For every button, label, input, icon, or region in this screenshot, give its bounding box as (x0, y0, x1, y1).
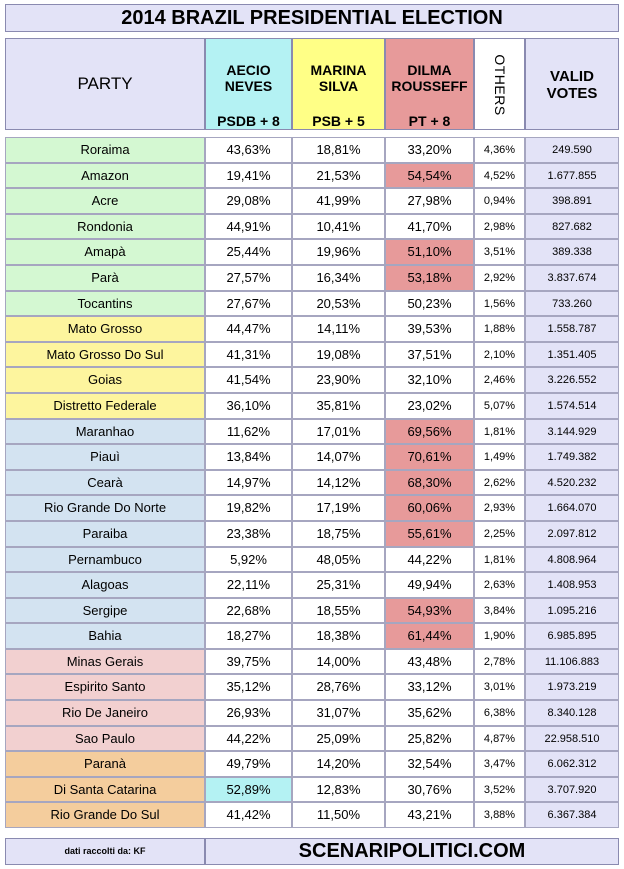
marina-cell: 20,53% (292, 291, 385, 317)
dilma-cell: 68,30% (385, 470, 474, 496)
aecio-cell: 18,27% (205, 623, 292, 649)
dilma-cell: 44,22% (385, 547, 474, 573)
aecio-cell: 44,47% (205, 316, 292, 342)
others-cell: 3,01% (474, 674, 525, 700)
marina-cell: 16,34% (292, 265, 385, 291)
aecio-cell: 19,41% (205, 163, 292, 189)
aecio-cell: 44,22% (205, 726, 292, 752)
dilma-cell: 39,53% (385, 316, 474, 342)
marina-cell: 14,11% (292, 316, 385, 342)
marina-cell: 18,75% (292, 521, 385, 547)
state-cell: Di Santa Catarina (5, 777, 205, 803)
others-cell: 3,84% (474, 598, 525, 624)
marina-cell: 14,12% (292, 470, 385, 496)
footer-credit: dati raccolti da: KF (5, 838, 205, 865)
state-cell: Alagoas (5, 572, 205, 598)
table-row (5, 214, 619, 240)
valid-votes-cell: 1.558.787 (525, 316, 619, 342)
page-title: 2014 BRAZIL PRESIDENTIAL ELECTION (5, 4, 619, 32)
table-row (5, 623, 619, 649)
header-marina (292, 38, 385, 130)
aecio-cell: 35,12% (205, 674, 292, 700)
others-cell: 2,78% (474, 649, 525, 675)
dilma-cell: 33,20% (385, 137, 474, 163)
valid-votes-cell: 3.226.552 (525, 367, 619, 393)
dilma-cell: 50,23% (385, 291, 474, 317)
valid-votes-cell: 1.574.514 (525, 393, 619, 419)
valid-votes-cell: 1.749.382 (525, 444, 619, 470)
table-row (5, 342, 619, 368)
header-aecio-name1: AECIO (226, 62, 271, 78)
dilma-cell: 53,18% (385, 265, 474, 291)
valid-votes-cell: 733.260 (525, 291, 619, 317)
marina-cell: 35,81% (292, 393, 385, 419)
aecio-cell: 27,67% (205, 291, 292, 317)
aecio-cell: 23,38% (205, 521, 292, 547)
table-row (5, 726, 619, 752)
marina-cell: 25,09% (292, 726, 385, 752)
valid-votes-cell: 1.351.405 (525, 342, 619, 368)
table-row (5, 444, 619, 470)
valid-votes-cell: 6.985.895 (525, 623, 619, 649)
valid-votes-cell: 4.520.232 (525, 470, 619, 496)
valid-votes-cell: 1.677.855 (525, 163, 619, 189)
valid-votes-cell: 3.144.929 (525, 419, 619, 445)
table-row (5, 649, 619, 675)
marina-cell: 31,07% (292, 700, 385, 726)
state-cell: Tocantins (5, 291, 205, 317)
valid-votes-cell: 1.973.219 (525, 674, 619, 700)
state-cell: Paraiba (5, 521, 205, 547)
state-cell: Rio De Janeiro (5, 700, 205, 726)
others-cell: 2,25% (474, 521, 525, 547)
state-cell: Parà (5, 265, 205, 291)
state-cell: Paranà (5, 751, 205, 777)
state-cell: Sergipe (5, 598, 205, 624)
state-cell: Mato Grosso (5, 316, 205, 342)
others-cell: 2,63% (474, 572, 525, 598)
state-cell: Distretto Federale (5, 393, 205, 419)
dilma-cell: 30,76% (385, 777, 474, 803)
state-cell: Espirito Santo (5, 674, 205, 700)
state-cell: Maranhao (5, 419, 205, 445)
header-valid-votes (525, 38, 619, 130)
dilma-cell: 69,56% (385, 419, 474, 445)
others-cell: 5,07% (474, 393, 525, 419)
header-party: PARTY (5, 38, 205, 130)
others-cell: 3,52% (474, 777, 525, 803)
table-row (5, 188, 619, 214)
dilma-cell: 35,62% (385, 700, 474, 726)
aecio-cell: 36,10% (205, 393, 292, 419)
dilma-cell: 41,70% (385, 214, 474, 240)
valid-votes-cell: 389.338 (525, 239, 619, 265)
table-row (5, 470, 619, 496)
header-marina-party: PSB + 5 (312, 113, 365, 129)
table-row (5, 521, 619, 547)
state-cell: Roraima (5, 137, 205, 163)
aecio-cell: 5,92% (205, 547, 292, 573)
others-cell: 1,49% (474, 444, 525, 470)
table-row (5, 163, 619, 189)
table-row (5, 674, 619, 700)
others-cell: 0,94% (474, 188, 525, 214)
dilma-cell: 49,94% (385, 572, 474, 598)
header-valid-line2: VOTES (546, 85, 598, 102)
table-row (5, 137, 619, 163)
header-marina-name2: SILVA (318, 78, 359, 94)
valid-votes-cell: 1.408.953 (525, 572, 619, 598)
marina-cell: 21,53% (292, 163, 385, 189)
marina-cell: 14,00% (292, 649, 385, 675)
aecio-cell: 52,89% (205, 777, 292, 803)
marina-cell: 10,41% (292, 214, 385, 240)
others-cell: 3,47% (474, 751, 525, 777)
table-row (5, 572, 619, 598)
valid-votes-cell: 249.590 (525, 137, 619, 163)
dilma-cell: 33,12% (385, 674, 474, 700)
others-cell: 3,88% (474, 802, 525, 828)
others-cell: 2,10% (474, 342, 525, 368)
state-cell: Mato Grosso Do Sul (5, 342, 205, 368)
aecio-cell: 27,57% (205, 265, 292, 291)
dilma-cell: 23,02% (385, 393, 474, 419)
marina-cell: 18,81% (292, 137, 385, 163)
aecio-cell: 29,08% (205, 188, 292, 214)
others-cell: 4,87% (474, 726, 525, 752)
header-marina-name1: MARINA (310, 62, 367, 78)
aecio-cell: 43,63% (205, 137, 292, 163)
state-cell: Minas Gerais (5, 649, 205, 675)
table-row (5, 419, 619, 445)
marina-cell: 12,83% (292, 777, 385, 803)
others-cell: 1,90% (474, 623, 525, 649)
marina-cell: 11,50% (292, 802, 385, 828)
others-cell: 4,36% (474, 137, 525, 163)
state-cell: Cearà (5, 470, 205, 496)
others-cell: 4,52% (474, 163, 525, 189)
aecio-cell: 22,68% (205, 598, 292, 624)
marina-cell: 48,05% (292, 547, 385, 573)
dilma-cell: 27,98% (385, 188, 474, 214)
marina-cell: 18,38% (292, 623, 385, 649)
table-row (5, 367, 619, 393)
aecio-cell: 14,97% (205, 470, 292, 496)
state-cell: Bahia (5, 623, 205, 649)
valid-votes-cell: 8.340.128 (525, 700, 619, 726)
aecio-cell: 41,31% (205, 342, 292, 368)
others-cell: 1,81% (474, 419, 525, 445)
header-aecio (205, 38, 292, 130)
dilma-cell: 25,82% (385, 726, 474, 752)
state-cell: Sao Paulo (5, 726, 205, 752)
dilma-cell: 43,48% (385, 649, 474, 675)
valid-votes-cell: 3.707.920 (525, 777, 619, 803)
dilma-cell: 54,54% (385, 163, 474, 189)
state-cell: Rio Grande Do Sul (5, 802, 205, 828)
others-cell: 2,98% (474, 214, 525, 240)
header-valid-line1: VALID (550, 68, 594, 85)
dilma-cell: 54,93% (385, 598, 474, 624)
marina-cell: 14,07% (292, 444, 385, 470)
header-dilma-name1: DILMA (407, 62, 452, 78)
state-cell: Rio Grande Do Norte (5, 495, 205, 521)
dilma-cell: 61,44% (385, 623, 474, 649)
others-cell: 2,62% (474, 470, 525, 496)
marina-cell: 25,31% (292, 572, 385, 598)
state-cell: Amapà (5, 239, 205, 265)
aecio-cell: 11,62% (205, 419, 292, 445)
table-row (5, 777, 619, 803)
valid-votes-cell: 2.097.812 (525, 521, 619, 547)
others-cell: 2,46% (474, 367, 525, 393)
others-cell: 1,81% (474, 547, 525, 573)
footer-site: SCENARIPOLITICI.COM (205, 838, 619, 865)
aecio-cell: 41,54% (205, 367, 292, 393)
valid-votes-cell: 6.062.312 (525, 751, 619, 777)
header-others (474, 38, 525, 130)
marina-cell: 41,99% (292, 188, 385, 214)
state-cell: Acre (5, 188, 205, 214)
valid-votes-cell: 4.808.964 (525, 547, 619, 573)
header-dilma (385, 38, 474, 130)
header-dilma-party: PT + 8 (408, 113, 451, 129)
aecio-cell: 19,82% (205, 495, 292, 521)
valid-votes-cell: 3.837.674 (525, 265, 619, 291)
others-cell: 1,56% (474, 291, 525, 317)
state-cell: Piauì (5, 444, 205, 470)
header-dilma-name2: ROUSSEFF (391, 78, 468, 94)
header-aecio-name2: NEVES (224, 78, 273, 94)
others-cell: 2,93% (474, 495, 525, 521)
table-row (5, 291, 619, 317)
marina-cell: 28,76% (292, 674, 385, 700)
others-cell: 3,51% (474, 239, 525, 265)
valid-votes-cell: 398.891 (525, 188, 619, 214)
table-row (5, 547, 619, 573)
marina-cell: 23,90% (292, 367, 385, 393)
marina-cell: 17,19% (292, 495, 385, 521)
dilma-cell: 43,21% (385, 802, 474, 828)
marina-cell: 17,01% (292, 419, 385, 445)
table-row (5, 598, 619, 624)
table-row (5, 393, 619, 419)
header-others-label: OTHERS (491, 54, 508, 116)
state-cell: Pernambuco (5, 547, 205, 573)
aecio-cell: 25,44% (205, 239, 292, 265)
dilma-cell: 37,51% (385, 342, 474, 368)
aecio-cell: 41,42% (205, 802, 292, 828)
dilma-cell: 70,61% (385, 444, 474, 470)
others-cell: 2,92% (474, 265, 525, 291)
table-row (5, 239, 619, 265)
marina-cell: 19,96% (292, 239, 385, 265)
valid-votes-cell: 6.367.384 (525, 802, 619, 828)
others-cell: 1,88% (474, 316, 525, 342)
table-row (5, 316, 619, 342)
table-row (5, 802, 619, 828)
others-cell: 6,38% (474, 700, 525, 726)
aecio-cell: 22,11% (205, 572, 292, 598)
results-table (5, 137, 619, 828)
marina-cell: 19,08% (292, 342, 385, 368)
valid-votes-cell: 11.106.883 (525, 649, 619, 675)
aecio-cell: 13,84% (205, 444, 292, 470)
state-cell: Amazon (5, 163, 205, 189)
valid-votes-cell: 22.958.510 (525, 726, 619, 752)
dilma-cell: 51,10% (385, 239, 474, 265)
valid-votes-cell: 827.682 (525, 214, 619, 240)
dilma-cell: 32,10% (385, 367, 474, 393)
aecio-cell: 39,75% (205, 649, 292, 675)
dilma-cell: 60,06% (385, 495, 474, 521)
dilma-cell: 55,61% (385, 521, 474, 547)
state-cell: Rondonia (5, 214, 205, 240)
table-row (5, 700, 619, 726)
table-row (5, 751, 619, 777)
marina-cell: 18,55% (292, 598, 385, 624)
valid-votes-cell: 1.095.216 (525, 598, 619, 624)
header-aecio-party: PSDB + 8 (217, 113, 280, 129)
aecio-cell: 49,79% (205, 751, 292, 777)
dilma-cell: 32,54% (385, 751, 474, 777)
aecio-cell: 26,93% (205, 700, 292, 726)
aecio-cell: 44,91% (205, 214, 292, 240)
table-row (5, 265, 619, 291)
state-cell: Goias (5, 367, 205, 393)
valid-votes-cell: 1.664.070 (525, 495, 619, 521)
table-row (5, 495, 619, 521)
marina-cell: 14,20% (292, 751, 385, 777)
